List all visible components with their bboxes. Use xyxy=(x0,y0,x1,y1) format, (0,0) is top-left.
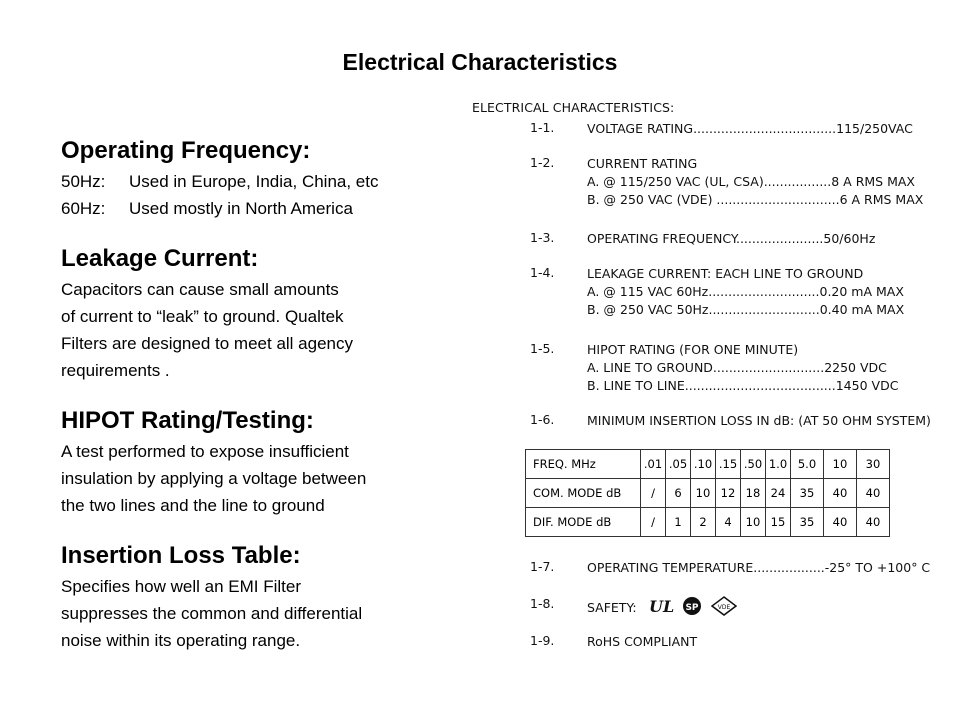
table-cell: 40 xyxy=(824,479,857,508)
table-cell: 35 xyxy=(791,479,824,508)
table-cell: 40 xyxy=(857,479,890,508)
spec-item-text xyxy=(587,230,875,248)
table-cell: 4 xyxy=(716,508,741,537)
spec-line: CURRENT RATING xyxy=(587,156,698,171)
spec-line: OPERATING TEMPERATURE..................-25° TO +100° C xyxy=(587,560,931,575)
table-cell: 35 xyxy=(791,508,824,537)
table-cell: .01 xyxy=(641,450,666,479)
spec-item-number: 1-2. xyxy=(530,155,555,170)
hipot-text-line: insulation by applying a voltage between xyxy=(61,469,367,488)
hipot-text-line: the two lines and the line to ground xyxy=(61,496,325,515)
spec-line xyxy=(587,596,737,621)
frequency-row-60hz xyxy=(61,195,461,222)
table-cell: / xyxy=(641,479,666,508)
spec-item-text xyxy=(587,265,904,319)
vde-logo-icon xyxy=(711,596,737,621)
table-row-label: FREQ. MHz xyxy=(526,450,641,479)
spec-line: A. @ 115 VAC 60Hz............................0.20 mA MAX xyxy=(587,284,904,299)
insertion-loss-heading: Insertion Loss Table: xyxy=(61,542,301,569)
table-cell: 30 xyxy=(857,450,890,479)
table-cell: 2 xyxy=(691,508,716,537)
insertion-loss-text-line: noise within its operating range. xyxy=(61,631,301,650)
operating-frequency-section xyxy=(61,136,461,222)
safety-label: SAFETY: xyxy=(587,600,637,615)
spec-item-text xyxy=(587,412,931,430)
spec-item-number: 1-6. xyxy=(530,412,555,427)
leakage-current-section xyxy=(61,244,461,384)
frequency-row-50hz xyxy=(61,168,461,195)
table-cell: 40 xyxy=(857,508,890,537)
insertion-loss-section xyxy=(61,541,461,654)
spec-line: B. @ 250 VAC (VDE) ...............................6 A RMS MAX xyxy=(587,192,924,207)
hipot-section xyxy=(61,406,461,519)
spec-line: B. LINE TO LINE......................................1450 VDC xyxy=(587,378,899,393)
hipot-text-line: A test performed to expose insufficient xyxy=(61,442,349,461)
insertion-loss-text-line: Specifies how well an EMI Filter xyxy=(61,577,301,596)
table-cell: 6 xyxy=(666,479,691,508)
spec-line: OPERATING FREQUENCY......................50/60Hz xyxy=(587,231,876,246)
leakage-text-line: Filters are designed to meet all agency xyxy=(61,334,353,353)
spec-line: RoHS COMPLIANT xyxy=(587,634,698,649)
table-cell: 24 xyxy=(766,479,791,508)
spec-line: HIPOT RATING (FOR ONE MINUTE) xyxy=(587,342,799,357)
spec-item-number: 1-8. xyxy=(530,596,555,611)
spec-item-text xyxy=(587,596,737,621)
spec-heading: ELECTRICAL CHARACTERISTICS: xyxy=(472,100,675,115)
table-cell: 1.0 xyxy=(766,450,791,479)
table-cell: / xyxy=(641,508,666,537)
leakage-text-line: of current to “leak” to ground. Qualtek xyxy=(61,307,344,326)
spec-item-number: 1-9. xyxy=(530,633,555,648)
svg-text:UL: UL xyxy=(648,597,674,615)
leakage-text-line: Capacitors can cause small amounts xyxy=(61,280,339,299)
spec-item-text xyxy=(587,120,913,138)
svg-text:SP: SP xyxy=(685,603,699,613)
csa-logo-icon xyxy=(681,596,703,621)
spec-line: LEAKAGE CURRENT: EACH LINE TO GROUND xyxy=(587,266,864,281)
table-cell: .15 xyxy=(716,450,741,479)
spec-line: B. @ 250 VAC 50Hz............................0.40 mA MAX xyxy=(587,302,905,317)
spec-line: A. @ 115/250 VAC (UL, CSA).................8 A RMS MAX xyxy=(587,174,915,189)
table-cell: 40 xyxy=(824,508,857,537)
ul-logo-icon xyxy=(649,597,675,620)
operating-frequency-heading: Operating Frequency: xyxy=(61,137,311,164)
table-cell: 10 xyxy=(741,508,766,537)
spec-item-number: 1-5. xyxy=(530,341,555,356)
table-cell: .10 xyxy=(691,450,716,479)
table-cell: 12 xyxy=(716,479,741,508)
table-row xyxy=(526,479,890,508)
spec-item-number: 1-4. xyxy=(530,265,555,280)
frequency-text: Used in Europe, India, China, etc xyxy=(129,172,379,191)
table-cell: 5.0 xyxy=(791,450,824,479)
spec-item-text xyxy=(587,341,898,395)
spec-item-number: 1-3. xyxy=(530,230,555,245)
spec-line: VOLTAGE RATING....................................115/250VAC xyxy=(587,121,913,136)
svg-text:VDE: VDE xyxy=(717,604,730,611)
table-cell: 10 xyxy=(824,450,857,479)
table-cell: 10 xyxy=(691,479,716,508)
spec-item-text xyxy=(587,559,930,577)
table-cell: .50 xyxy=(741,450,766,479)
left-text-column xyxy=(61,136,461,676)
frequency-key: 50Hz: xyxy=(61,172,106,191)
insertion-loss-table xyxy=(525,449,890,537)
frequency-key: 60Hz: xyxy=(61,199,106,218)
spec-item-number: 1-1. xyxy=(530,120,555,135)
table-row-label: DIF. MODE dB xyxy=(526,508,641,537)
page-title: Electrical Characteristics xyxy=(342,49,618,75)
table-row-label: COM. MODE dB xyxy=(526,479,641,508)
table-cell: 1 xyxy=(666,508,691,537)
leakage-current-heading: Leakage Current: xyxy=(61,245,259,272)
spec-item-number: 1-7. xyxy=(530,559,555,574)
spec-line: A. LINE TO GROUND............................2250 VDC xyxy=(587,360,887,375)
table-header-row xyxy=(526,450,890,479)
table-cell: 15 xyxy=(766,508,791,537)
insertion-loss-text-line: suppresses the common and differential xyxy=(61,604,363,623)
frequency-text: Used mostly in North America xyxy=(129,199,353,218)
spec-item-text xyxy=(587,633,697,651)
hipot-heading: HIPOT Rating/Testing: xyxy=(61,407,314,434)
table-cell: .05 xyxy=(666,450,691,479)
spec-line: MINIMUM INSERTION LOSS IN dB: (AT 50 OHM SYSTEM) xyxy=(587,413,931,428)
table-cell: 18 xyxy=(741,479,766,508)
spec-item-text xyxy=(587,155,923,209)
leakage-text-line: requirements . xyxy=(61,361,170,380)
table-row xyxy=(526,508,890,537)
